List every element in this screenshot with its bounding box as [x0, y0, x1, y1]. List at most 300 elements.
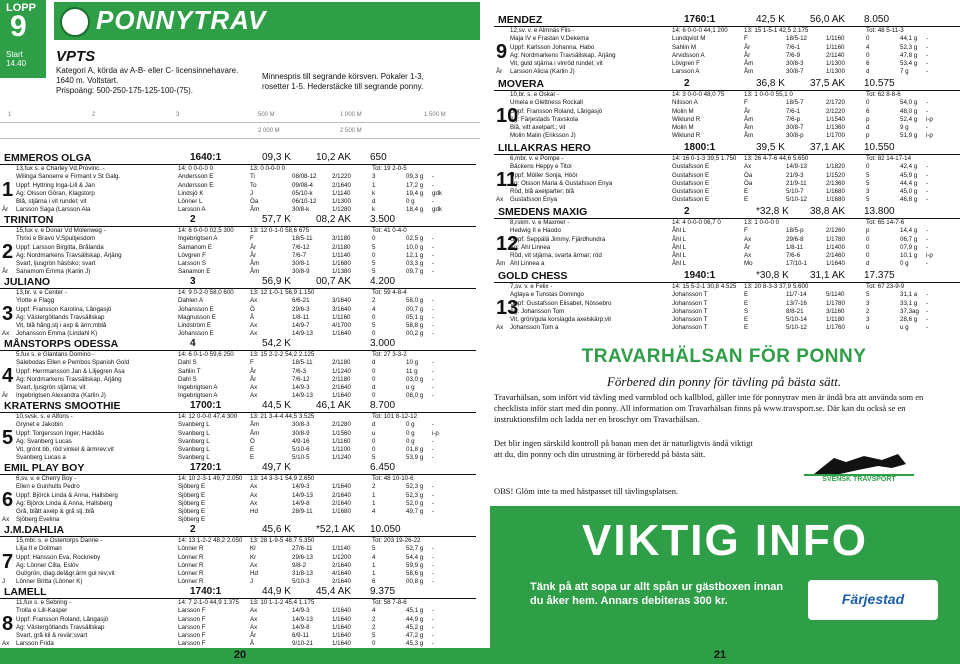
placing: 1: [372, 561, 376, 569]
horse-info: Svart, ljusgrön hästsko; svart: [16, 260, 96, 268]
horse-line: [494, 227, 960, 235]
time: 49,7 g: [406, 508, 424, 516]
track: Hd: [250, 508, 258, 516]
driver: Åhl L: [672, 235, 687, 243]
start-time-value: 14.40: [6, 59, 27, 68]
horse-prize: 10.050: [370, 524, 401, 535]
title-banner: [54, 2, 480, 40]
time: 09,7 g: [406, 268, 424, 276]
horse-info: Äg: Johansson Tom: [510, 307, 565, 315]
distance-mark: 2 000 M: [258, 128, 280, 134]
track: Å: [250, 313, 255, 321]
horse-name: EMMEROS OLGA: [4, 152, 92, 164]
track: Åm: [744, 60, 754, 68]
driver: Wiklund R: [672, 115, 701, 123]
track: Ö: [250, 305, 255, 313]
track: År: [250, 243, 257, 251]
placing: 0: [372, 251, 376, 259]
distance: 1/1760: [826, 324, 845, 332]
driver: 14: 10 2-3-1 49,7 2.050: [178, 475, 243, 482]
date: 7/6-7: [292, 251, 307, 259]
distance-mark: 2: [92, 112, 96, 118]
driver: Wiklund R: [672, 132, 701, 140]
date: 5/10-5: [292, 454, 310, 462]
driver: 14: 6 0-1-0 59,6 250: [178, 351, 234, 358]
driver: Molin M: [672, 107, 694, 115]
start-label: Start: [6, 50, 23, 59]
placing: d: [372, 198, 376, 206]
note: -: [432, 446, 435, 454]
time: 53,4 g: [900, 60, 918, 68]
horse-prize: 13.800: [864, 206, 895, 217]
ad-text: Tänk på att sopa ur allt spån ur gästboxen innan du åker hem. Annars debiteras 300 kr.: [530, 581, 784, 607]
distance: 1/1780: [826, 235, 845, 243]
track: Ax: [250, 607, 258, 615]
date: 14/9-7: [292, 322, 310, 330]
driver: Ingebrigtsen A: [178, 392, 218, 400]
farjestad-logo: [808, 580, 938, 620]
distance: 1/1680: [826, 196, 845, 204]
horse-distance: 1800:1: [684, 142, 716, 153]
date: 5/10-12: [786, 196, 807, 204]
track: E: [744, 188, 749, 196]
driver: Lönner R: [178, 553, 204, 561]
distance: 2/1460: [826, 252, 845, 260]
horse-header: [0, 400, 476, 413]
time: 02,5 g: [406, 235, 424, 243]
track: 13: 1 0-0-0 0: [744, 219, 780, 226]
track: F: [744, 35, 748, 43]
track: E: [744, 299, 749, 307]
horse-info: Äg: Nordmarkens Travsällskap, Årjäng: [16, 375, 122, 383]
driver: Svanberg L: [178, 454, 210, 462]
track-code: Ax: [2, 330, 10, 338]
note: -: [432, 251, 435, 259]
track: Ax: [250, 330, 258, 338]
time: 0 g: [406, 198, 415, 206]
horse-info: Åhl Linnea a: [510, 260, 545, 268]
start-number: 10: [496, 105, 519, 127]
distance: 1/1640: [332, 640, 351, 648]
track: Ax: [250, 297, 258, 305]
date: 7/6-1: [786, 43, 801, 51]
distance: 1/1640: [332, 392, 351, 400]
track: År: [250, 251, 257, 259]
note: -: [432, 235, 435, 243]
driver: Gustafsson E: [672, 196, 710, 204]
track: Ax: [250, 322, 258, 330]
horse-info: 13,br. v. e Center -: [16, 289, 67, 296]
horse-prize: 8.700: [370, 400, 396, 411]
note: -: [432, 483, 435, 491]
horse-record: 54,2 K: [262, 338, 291, 349]
horse-info: Äg: Åhl Linnea: [510, 243, 551, 251]
track: 13: 14 3-3-1 54,9 2.650: [250, 475, 315, 482]
horse-name: TRINITON: [4, 214, 54, 226]
horse-line: [0, 492, 476, 500]
horse-info: 7,sv. v. e Felix -: [510, 283, 553, 290]
distance: 1/1380: [332, 268, 351, 276]
distance: 4/1700: [332, 322, 351, 330]
time: 17,2 g: [406, 181, 424, 189]
placing: 2: [372, 615, 376, 623]
track: E: [250, 446, 255, 454]
placing: 0: [866, 235, 870, 243]
horse-prize: 10.550: [864, 142, 895, 153]
placing: 5: [372, 454, 376, 462]
time: 10,0 g: [406, 243, 424, 251]
horse-record: 57,7 K: [262, 214, 291, 225]
date: 18/5-p: [786, 227, 804, 235]
placing: d: [866, 68, 870, 76]
track: S: [744, 307, 749, 315]
date: 5/10-7: [786, 188, 804, 196]
track-code: År: [2, 268, 9, 276]
horse-info: Äg: Olsson Maria & Gustafsson Enya: [510, 179, 613, 187]
horse-line: [0, 227, 476, 235]
time: 11 g: [406, 367, 418, 375]
date: 14/9-3: [292, 483, 310, 491]
note: -: [432, 607, 435, 615]
time: 0 g: [406, 429, 415, 437]
driver: Johansson T: [672, 299, 708, 307]
track: Öa: [744, 179, 753, 187]
horse-line: [0, 314, 476, 322]
horse-record-auto: 45,4 AK: [316, 586, 352, 597]
horse-prize: 3.500: [370, 214, 396, 225]
driver: Ingebrigtsen A: [178, 384, 218, 392]
date: 7/6-12: [292, 243, 310, 251]
date: 29/6-8: [786, 235, 804, 243]
driver: Sjöberg E: [178, 499, 206, 507]
placing: 0: [372, 446, 376, 454]
time: 0 g: [406, 437, 415, 445]
distance: 2/1720: [826, 99, 845, 107]
horse-header: [0, 524, 476, 537]
driver: Dahlen A: [178, 297, 204, 305]
horse-line: [0, 599, 476, 607]
horse-line: [494, 291, 960, 299]
track: F: [250, 359, 254, 367]
time: 45,0 g: [900, 188, 918, 196]
date: 7/6-3: [292, 367, 307, 375]
horse-line: [494, 35, 960, 43]
driver: Åhl L: [672, 260, 687, 268]
start-number: 12: [496, 233, 519, 255]
time: 42,4 g: [900, 163, 918, 171]
horse-info: Svart, ljusgrön stjärna; vit: [16, 384, 86, 392]
start-time: [6, 50, 26, 68]
date: 6/9-11: [292, 632, 310, 640]
time: 46,8 g: [900, 196, 918, 204]
track: Öa: [250, 198, 259, 206]
track: Åm: [250, 429, 260, 437]
placing: Tot: 48 10-10-6: [372, 475, 414, 482]
note: -: [432, 260, 435, 268]
race-number-box: [0, 0, 46, 78]
horse-line: [0, 198, 476, 206]
placing: d: [866, 124, 870, 132]
placing: 0: [866, 51, 870, 59]
placing: d: [372, 384, 376, 392]
distance-mark: 500 M: [258, 112, 275, 118]
note: -: [926, 35, 929, 43]
distance: 1/1140: [332, 189, 351, 197]
horse-line: [0, 430, 476, 438]
note: -: [432, 421, 435, 429]
driver: Larsson F: [178, 640, 206, 648]
horse-record-auto: 10,2 AK: [316, 152, 352, 163]
track: Åm: [744, 115, 754, 123]
horse-record: 49,7 K: [262, 462, 291, 473]
divider: [0, 122, 480, 123]
distance: 1/1200: [332, 553, 351, 561]
driver: Larsson F: [178, 632, 206, 640]
driver: Ingebrigtsen A: [178, 235, 218, 243]
note: -: [432, 384, 435, 392]
time: 51,9 g: [900, 132, 918, 140]
placing: Tot: 67 23-9-9: [866, 283, 905, 290]
horse-line: [494, 283, 960, 291]
note: -: [432, 198, 435, 206]
horse-line: [0, 570, 476, 578]
note: gdk: [432, 206, 442, 214]
horse-info: Lilja II e Dollman: [16, 545, 62, 553]
driver: Andersson E: [178, 181, 214, 189]
placing: 5: [866, 291, 870, 299]
start-number: 8: [2, 613, 14, 635]
track: År: [250, 367, 257, 375]
track: 13: 15 2-2-2 54,2 2.125: [250, 351, 315, 358]
date: 18/5-11: [292, 235, 313, 243]
date: 14/9-13: [292, 491, 313, 499]
horse-info: 11,fux s. e Sebring -: [16, 599, 71, 606]
lopp-label: LOPP: [6, 2, 36, 14]
track-code: År: [496, 68, 503, 76]
time: 52,4 g: [900, 115, 918, 123]
note: -: [432, 297, 435, 305]
horse-entry: [0, 152, 476, 215]
distance: 2/1280: [332, 421, 351, 429]
horse-record-auto: 37,1 AK: [810, 142, 846, 153]
horse-info: Wilinga Sanoerre e Firmant v St Galg.: [16, 173, 121, 181]
time: 44,4 g: [900, 179, 918, 187]
horse-line: [0, 475, 476, 483]
horse-line: [0, 384, 476, 392]
track: 13: 12 0-1-0 58,6 675: [250, 227, 310, 234]
start-number: 9: [496, 41, 508, 63]
horse-line: [494, 44, 960, 52]
horse-entry: [494, 78, 960, 141]
horse-line: [0, 508, 476, 516]
placing: Tot: 59 4-8-4: [372, 289, 407, 296]
track: Ax: [744, 235, 752, 243]
track-code: Är: [2, 206, 9, 214]
placing: Tot: 101 8-12-12: [372, 413, 418, 420]
horse-record-auto: 37,5 AK: [810, 78, 846, 89]
driver: Lönner L: [178, 198, 203, 206]
note: -: [432, 181, 435, 189]
date: 7/6-6: [786, 252, 801, 260]
distance: 1/1540: [826, 115, 845, 123]
note: -: [432, 578, 435, 586]
horse-line: [494, 324, 960, 332]
horse-line: [494, 300, 960, 308]
date: 09/08-4: [292, 181, 313, 189]
time: u g: [900, 324, 909, 332]
horse-header: [494, 270, 960, 283]
horse-line: [0, 607, 476, 615]
track: År: [250, 375, 257, 383]
horse-info: Ellen e Gunhults Pedro: [16, 483, 80, 491]
driver: Larsson F: [178, 607, 206, 615]
horse-line: [494, 108, 960, 116]
horse-record: 56,9 K: [262, 276, 291, 287]
horse-distance: 2: [684, 78, 690, 89]
track: År: [744, 107, 751, 115]
horse-info: 15,mbl. s. e Ostertorps Danne -: [16, 537, 103, 544]
horse-info: Uppf: Fransson Karolina, Långasjö: [16, 305, 112, 313]
placing: 2: [372, 623, 376, 631]
track: Mo: [744, 260, 753, 268]
horse-entry: [0, 462, 476, 525]
horse-header: [494, 142, 960, 155]
driver: Gustafsson E: [672, 163, 710, 171]
horse-name: SMEDENS MAXIG: [498, 206, 588, 218]
note: -: [432, 313, 435, 321]
horse-distance: 2: [190, 524, 196, 535]
driver: 14: 16 0-1-3 39,5 1.750: [672, 155, 737, 162]
placing: 0: [866, 163, 870, 171]
note: i-p: [432, 429, 439, 437]
track: Ax: [744, 163, 752, 171]
time: 52,7 g: [406, 545, 424, 553]
track: Åm: [250, 421, 260, 429]
start-number: 7: [2, 551, 14, 573]
horse-record-auto: 38,8 AK: [810, 206, 846, 217]
distance: 2/1180: [332, 243, 351, 251]
start-number: 13: [496, 297, 519, 319]
horse-info: Johansson Tom a: [510, 324, 559, 332]
horse-line: [494, 219, 960, 227]
date: 05/10-k: [292, 189, 313, 197]
horse-line: [0, 182, 476, 190]
note: -: [432, 268, 435, 276]
track: 13: 20 8-3-3 37,9 5.600: [744, 283, 809, 290]
track: Å: [250, 640, 255, 648]
placing: 4: [372, 305, 376, 313]
horse-info: Ingebrigtsen Alexandra (Karlin J): [16, 392, 106, 400]
time: 0 g: [900, 260, 909, 268]
page-footer: [0, 648, 480, 664]
note: -: [926, 68, 929, 76]
note: -: [926, 51, 929, 59]
horse-header: [494, 14, 960, 27]
placing: Tot: 48 5-11-3: [866, 27, 904, 34]
date: 21/9-11: [786, 179, 807, 187]
track: Hd: [250, 570, 258, 578]
race-prize-line: rosetter 1-5. Hederstäcke till segrande ponny.: [262, 82, 424, 91]
time: 10,1 g: [900, 252, 918, 260]
horse-line: [0, 359, 476, 367]
driver: Lönner R: [178, 545, 204, 553]
horse-header: [0, 338, 476, 351]
distance: 1/1640: [332, 483, 351, 491]
horse-line: [0, 235, 476, 243]
driver: Larsson S: [178, 260, 206, 268]
track: E: [744, 196, 749, 204]
horse-info: 10,br. s. e Oskar -: [510, 91, 560, 98]
horse-line: [494, 196, 960, 204]
driver: Gustafsson E: [672, 171, 710, 179]
distance: 1/1640: [826, 260, 845, 268]
driver: Lönner R: [178, 578, 204, 586]
horse-line: [0, 421, 476, 429]
horse-prize: 3.000: [370, 338, 396, 349]
horse-info: Johansson Emma (Lindahl K): [16, 330, 98, 338]
track: 13: 12 1-0-1 56,9 1.150: [250, 289, 315, 296]
placing: 0: [866, 252, 870, 260]
note: -: [432, 499, 435, 507]
horse-distance: 1700:1: [190, 400, 222, 411]
placing: Tot: 203 19-26-22: [372, 537, 421, 544]
horse-line: [494, 91, 960, 99]
distance: 1/1640: [332, 330, 351, 338]
placing: Tot: 82 14-17-14: [866, 155, 912, 162]
horse-info: Blå, stjärna i vit rundel; vit: [16, 198, 87, 206]
horse-header: [0, 214, 476, 227]
distance: 2/1220: [826, 107, 845, 115]
horse-entry: [0, 338, 476, 401]
horse-info: Bäckens Heppy e Titol: [510, 163, 572, 171]
horse-header: [494, 78, 960, 91]
driver: Johansson T: [672, 291, 708, 299]
date: 14/9-13: [786, 163, 807, 171]
date: 21/9-3: [786, 171, 804, 179]
time: 10 g: [406, 359, 419, 367]
distance: 1/1700: [826, 132, 845, 140]
distance: 1/1680: [826, 188, 845, 196]
driver: Nilsson A: [672, 99, 698, 107]
logo-text: Färjestad: [841, 591, 905, 607]
date: 5/10-3: [292, 578, 310, 586]
track: Ö: [250, 437, 255, 445]
driver: Sanamon E: [178, 268, 211, 276]
date: 18/5-12: [786, 35, 807, 43]
driver: Svanberg L: [178, 429, 210, 437]
driver: Magnusson E: [178, 313, 216, 321]
track: J: [250, 578, 254, 586]
time: 44,9 g: [406, 615, 424, 623]
date: 1/8-11: [292, 313, 310, 321]
time: 7 g: [900, 68, 909, 76]
track: År: [744, 43, 751, 51]
horse-info: Äg: Björck Linda & Anna, Hallsberg: [16, 499, 113, 507]
distance: 1/1640: [332, 607, 351, 615]
date: 30/8-9: [292, 268, 310, 276]
date: 13/7-16: [786, 299, 807, 307]
horse-name: JULIANO: [4, 276, 51, 288]
placing: 0: [372, 330, 376, 338]
horse-name: GOLD CHESS: [498, 270, 568, 282]
horse-info: Blå, vitt axelpart.; vit: [510, 124, 566, 132]
driver: Molin M: [672, 124, 694, 132]
driver: Johansson E: [178, 305, 214, 313]
driver: Sahlin M: [672, 43, 697, 51]
distance: 2/1640: [332, 491, 351, 499]
driver: 14: 9 0-2-0 58,0 600: [178, 289, 234, 296]
placing: Tot: 19 2-0-5: [372, 165, 407, 172]
